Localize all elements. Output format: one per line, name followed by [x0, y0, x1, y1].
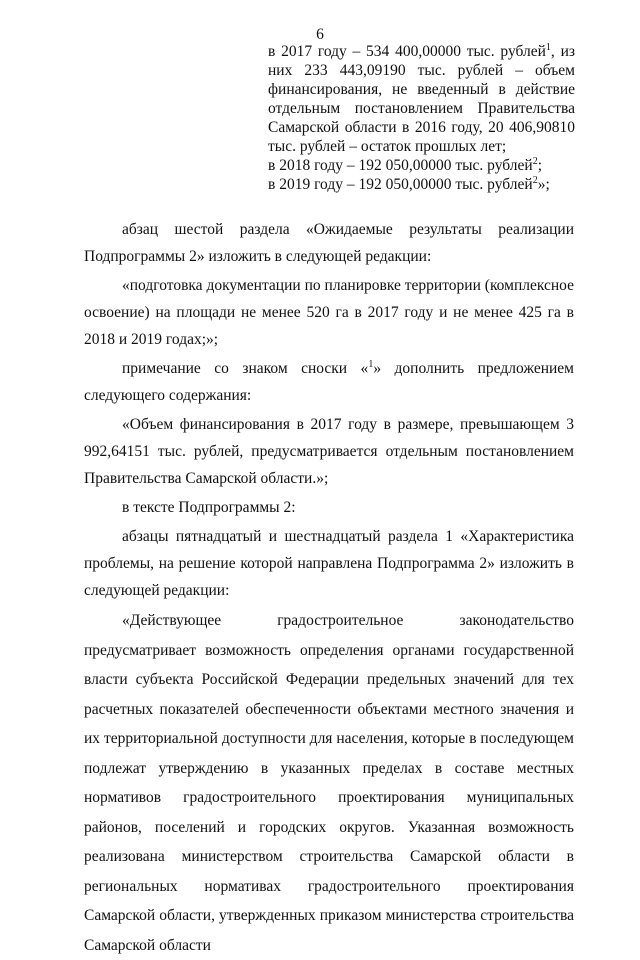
financing-2019: в 2019 году – 192 050,00000 тыс. рублей$^2$»; — [268, 174, 550, 193]
page-number: 6 — [316, 26, 324, 43]
footnote-mark: 1 — [545, 41, 551, 53]
paragraph: абзацы пятнадцатый и шестнадцатый раздела 1 «Характеристика проблемы, на решение которой направлена Подпрограмма 2» изложить в следующей редакции: — [84, 528, 574, 599]
footnote-mark: 1 — [368, 358, 374, 370]
paragraph: «Объем финансирования в 2017 году в размере, превышающем 3 992,64151 тыс. рублей, предусматривается отдельным постановлением Правительства Самарской области.»; — [84, 416, 574, 487]
footnote-mark: 2 — [532, 155, 538, 167]
paragraph: «Действующее градостроительное законодательство предусматривает возможность определения органами государственной власти субъекта Российской Федерации предельных значений для тех расчетных показателей обеспеченности объектами местного значения и их территориальной доступности для населения, которые в последующем подлежат утверждению в указанных пределах в составе местных нормативов градостроительного проектирования муниципальных районов, поселений и городских округов. Указанная возможность реализована министерством строительства Самарской области в региональных нормативах градостроительного проектирования Самарской области, утвержденных приказом министерства строительства Самарской области — [84, 612, 574, 954]
paragraph: абзац шестой раздела «Ожидаемые результаты реализации Подпрограммы 2» изложить в следующей редакции: — [84, 221, 574, 265]
paragraph: «подготовка документации по планировке территории (комплексное освоение) на площади не менее 520 га в 2017 году и не менее 425 га в 2018 и 2019 годах;»; — [84, 277, 574, 348]
financing-2017: в 2017 году – 534 400,00000 тыс. рублей$^1$, из них 233 443,09190 тыс. рублей – объем финансирования, не введенный в действие отдельным постановлением Правительства Самарской области в 2016 году, 20 406,90810 тыс. рублей – остаток прошлых лет; — [268, 41, 575, 155]
paragraph: в тексте Подпрограммы 2: — [122, 499, 296, 516]
footnote-mark: 2 — [532, 174, 538, 186]
paragraph: примечание со знаком сноски «$^1$» дополнить предложением следующего содержания: — [84, 358, 574, 404]
document-body — [84, 216, 574, 960]
financing-2018: в 2018 году – 192 050,00000 тыс. рублей$^2$; — [268, 155, 542, 174]
financing-block — [268, 42, 575, 194]
